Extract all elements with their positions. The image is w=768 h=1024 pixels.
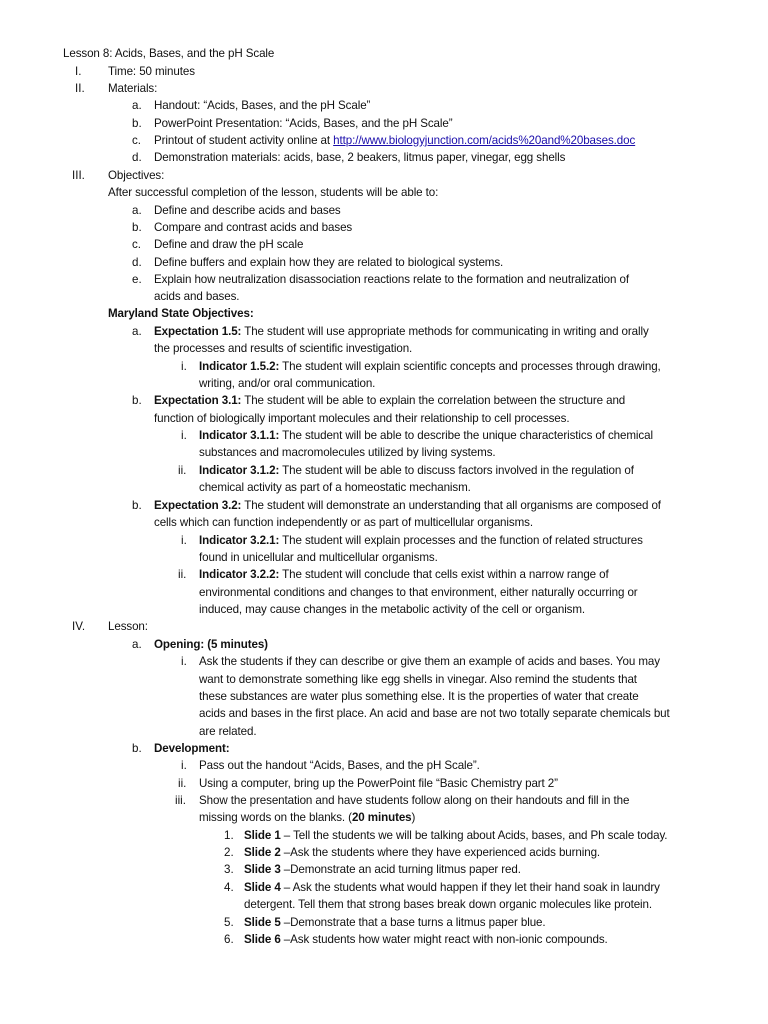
time-label: Time: <box>108 65 137 78</box>
slide-label: Slide 2 <box>244 846 281 859</box>
slide-text: –Demonstrate an acid turning litmus paper red. <box>280 863 521 876</box>
expectation-line: cells which can function independently or as part of multicellular organisms. <box>154 516 533 529</box>
list-marker: i. <box>181 759 187 772</box>
list-marker: a. <box>132 204 142 217</box>
expectation-line <box>154 393 625 409</box>
slide-label: Slide 5 <box>244 916 281 929</box>
material-item: PowerPoint Presentation: “Acids, Bases, and the pH Scale” <box>154 117 453 130</box>
indicator-text: The student will explain processes and the function of related structures <box>279 534 643 547</box>
list-marker: c. <box>132 134 142 147</box>
development-item: Show the presentation and have students follow along on their handouts and fill in the <box>199 794 630 807</box>
list-marker: e. <box>132 273 142 286</box>
list-marker: c. <box>132 238 142 251</box>
list-marker: ii. <box>178 568 187 581</box>
indicator-line: chemical activity as part of a homeostatic mechanism. <box>199 481 471 494</box>
indicator-text: The student will explain scientific concepts and processes through drawing, <box>279 360 661 373</box>
list-marker: b. <box>132 742 142 755</box>
time-line <box>108 64 195 80</box>
list-marker: i. <box>181 360 187 373</box>
objective-item: Define buffers and explain how they are related to biological systems. <box>154 256 504 269</box>
list-marker: a. <box>132 638 142 651</box>
indicator-label: Indicator 1.5.2: <box>199 360 280 373</box>
section-number: II. <box>75 82 85 95</box>
indicator-line <box>199 567 609 583</box>
section-number: III. <box>72 169 85 182</box>
development-item: Pass out the handout “Acids, Bases, and the pH Scale”. <box>199 759 480 772</box>
expectation-text: The student will be able to explain the correlation between the structure and <box>241 394 626 407</box>
material-item: Demonstration materials: acids, base, 2 beakers, litmus paper, vinegar, egg shells <box>154 151 566 164</box>
indicator-line: substances and macromolecules utilized by living systems. <box>199 446 496 459</box>
slide-text: –Ask students how water might react with non-ionic compounds. <box>280 933 608 946</box>
indicator-line: found in unicellular and multicellular organisms. <box>199 551 438 564</box>
expectation-label: Expectation 3.2: <box>154 499 242 512</box>
indicator-line <box>199 359 661 375</box>
development-text: missing words on the blanks. ( <box>199 811 352 824</box>
slide-text: –Ask the students where they have experienced acids burning. <box>280 846 601 859</box>
indicator-label: Indicator 3.2.2: <box>199 568 280 581</box>
slide-text: – Ask the students what would happen if they let their hand soak in laundry <box>280 881 660 894</box>
section-number: I. <box>75 65 82 78</box>
indicator-label: Indicator 3.2.1: <box>199 534 280 547</box>
expectation-line: function of biologically important molecules and their relationship to cell processes. <box>154 412 570 425</box>
opening-line: want to demonstrate something like egg shells in vinegar. Also remind the students that <box>199 673 637 686</box>
development-item <box>199 810 415 826</box>
slide-text: – Tell the students we will be talking about Acids, bases, and Ph scale today. <box>280 829 668 842</box>
materials-heading: Materials: <box>108 82 158 95</box>
expectation-text: The student will use appropriate methods for communicating in writing and orally <box>241 325 649 338</box>
expectation-text: The student will demonstrate an understanding that all organisms are composed of <box>241 499 661 512</box>
slide-item <box>244 880 660 896</box>
time-value: 50 minutes <box>139 65 195 78</box>
list-marker: iii. <box>175 794 186 807</box>
list-marker: a. <box>132 325 142 338</box>
objective-item-line: Explain how neutralization disassociation reactions relate to the formation and neutralization of <box>154 273 629 286</box>
opening-line: Ask the students if they can describe or give them an example of acids and bases. You may <box>199 655 660 668</box>
list-marker: 2. <box>224 846 234 859</box>
lesson-title: Lesson 8: Acids, Bases, and the pH Scale <box>63 47 275 60</box>
activity-link[interactable]: http://www.biologyjunction.com/acids%20and%20bases.doc <box>333 134 636 147</box>
indicator-label: Indicator 3.1.2: <box>199 464 280 477</box>
objective-item: Define and describe acids and bases <box>154 204 341 217</box>
material-item <box>154 133 635 149</box>
list-marker: i. <box>181 534 187 547</box>
indicator-line: induced, may cause changes in the metabolic activity of the cell or organism. <box>199 603 586 616</box>
indicator-text: The student will conclude that cells exist within a narrow range of <box>279 568 609 581</box>
expectation-line <box>154 324 649 340</box>
opening-line: these substances are water plus something else. It is the properties of water that create <box>199 690 639 703</box>
list-marker: b. <box>132 394 142 407</box>
expectation-label: Expectation 3.1: <box>154 394 242 407</box>
development-text: ) <box>411 811 416 824</box>
list-marker: d. <box>132 151 142 164</box>
objectives-heading: Objectives: <box>108 169 165 182</box>
opening-heading: Opening: (5 minutes) <box>154 638 268 651</box>
slide-item <box>244 915 546 931</box>
duration-label: 20 minutes <box>351 811 412 824</box>
opening-line: acids and bases in the first place. An acid and base are not two totally separate chemicals but <box>199 707 670 720</box>
list-marker: b. <box>132 499 142 512</box>
list-marker: b. <box>132 221 142 234</box>
list-marker: a. <box>132 99 142 112</box>
lesson-heading: Lesson: <box>108 620 148 633</box>
indicator-line <box>199 463 634 479</box>
list-marker: 6. <box>224 933 234 946</box>
expectation-label: Expectation 1.5: <box>154 325 242 338</box>
objective-item: Define and draw the pH scale <box>154 238 304 251</box>
list-marker: ii. <box>178 777 187 790</box>
development-heading: Development: <box>154 742 230 755</box>
slide-item-line: detergent. Tell them that strong bases break down organic molecules like protein. <box>244 898 653 911</box>
list-marker: 1. <box>224 829 234 842</box>
maryland-heading: Maryland State Objectives: <box>108 307 254 320</box>
slide-label: Slide 6 <box>244 933 281 946</box>
development-item: Using a computer, bring up the PowerPoint file “Basic Chemistry part 2” <box>199 777 558 790</box>
slide-item <box>244 845 600 861</box>
expectation-line: the processes and results of scientific investigation. <box>154 342 413 355</box>
indicator-text: The student will be able to describe the unique characteristics of chemical <box>279 429 653 442</box>
section-number: IV. <box>72 620 86 633</box>
indicator-line <box>199 428 653 444</box>
slide-label: Slide 1 <box>244 829 281 842</box>
slide-item <box>244 828 667 844</box>
list-marker: b. <box>132 117 142 130</box>
objective-item: Compare and contrast acids and bases <box>154 221 353 234</box>
list-marker: 5. <box>224 916 234 929</box>
list-marker: d. <box>132 256 142 269</box>
list-marker: 3. <box>224 863 234 876</box>
list-marker: 4. <box>224 881 234 894</box>
slide-text: –Demonstrate that a base turns a litmus paper blue. <box>280 916 546 929</box>
list-marker: ii. <box>178 464 187 477</box>
slide-label: Slide 4 <box>244 881 281 894</box>
indicator-line: writing, and/or oral communication. <box>199 377 376 390</box>
slide-item <box>244 932 608 948</box>
indicator-line: environmental conditions and changes to that environment, either naturally occurring or <box>199 586 638 599</box>
slide-item <box>244 862 521 878</box>
objective-item-line: acids and bases. <box>154 290 240 303</box>
material-item-text: Printout of student activity online at <box>154 134 334 147</box>
material-item: Handout: “Acids, Bases, and the pH Scale” <box>154 99 371 112</box>
indicator-text: The student will be able to discuss factors involved in the regulation of <box>279 464 634 477</box>
slide-label: Slide 3 <box>244 863 281 876</box>
indicator-line <box>199 533 643 549</box>
expectation-line <box>154 498 661 514</box>
indicator-label: Indicator 3.1.1: <box>199 429 280 442</box>
list-marker: i. <box>181 429 187 442</box>
list-marker: i. <box>181 655 187 668</box>
objectives-intro: After successful completion of the lesson, students will be able to: <box>108 186 439 199</box>
opening-line: are related. <box>199 725 257 738</box>
